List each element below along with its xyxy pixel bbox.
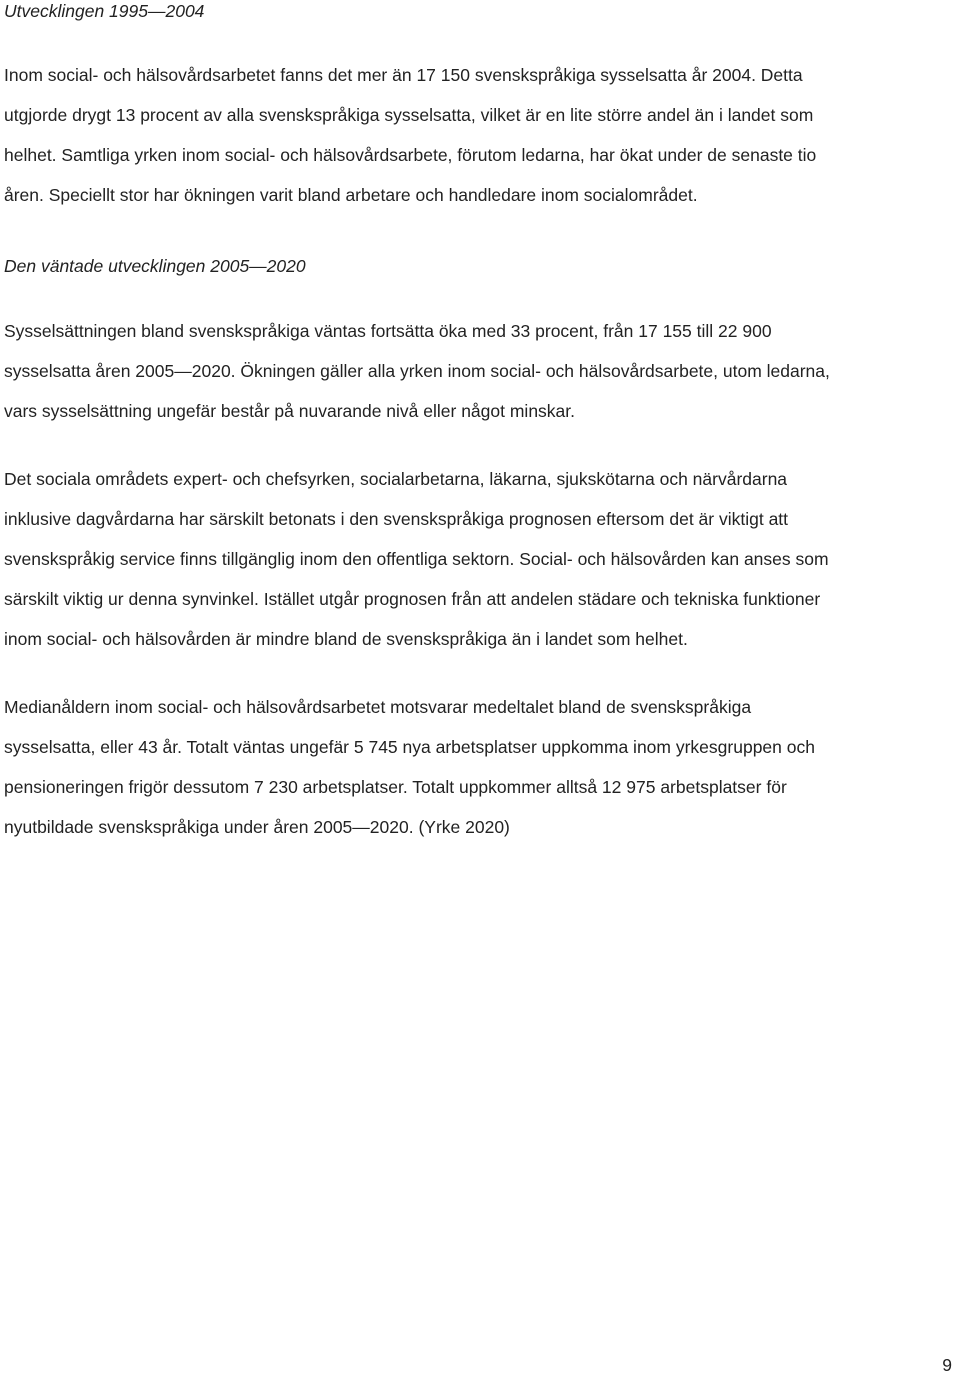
text-line: sysselsatta, eller 43 år. Totalt väntas ungefär 5 745 nya arbetsplatser uppkomma inom yrkesgruppen och <box>4 737 815 757</box>
text-line: åren. Speciellt stor har ökningen varit bland arbetare och handledare inom socialområdet. <box>4 185 698 205</box>
section-heading-2005-2020: Den väntade utvecklingen 2005—2020 <box>4 256 306 276</box>
text-line: Medianåldern inom social- och hälsovårdsarbetet motsvarar medeltalet bland de svenskspråkiga <box>4 697 752 717</box>
text-line: utgjorde drygt 13 procent av alla svenskspråkiga sysselsatta, vilket är en lite större andel än i landet som <box>4 105 814 125</box>
page-number: 9 <box>942 1355 952 1375</box>
text-line: vars sysselsättning ungefär består på nuvarande nivå eller något minskar. <box>4 401 576 421</box>
paragraph-employment-forecast <box>4 311 944 431</box>
text-line: inom social- och hälsovården är mindre bland de svenskspråkiga än i landet som helhet. <box>4 629 688 649</box>
text-line: Det sociala områdets expert- och chefsyrken, socialarbetarna, läkarna, sjukskötarna och närvårdarna <box>4 469 788 489</box>
text-line: helhet. Samtliga yrken inom social- och hälsovårdsarbete, förutom ledarna, har ökat under de senaste tio <box>4 145 817 165</box>
text-line: inklusive dagvårdarna har särskilt betonats i den svenskspråkiga prognosen eftersom det är viktigt att <box>4 509 789 529</box>
text-line: Inom social- och hälsovårdsarbetet fanns det mer än 17 150 svenskspråkiga sysselsatta år 2004. Detta <box>4 65 803 85</box>
text-line: Sysselsättningen bland svenskspråkiga väntas fortsätta öka med 33 procent, från 17 155 till 22 900 <box>4 321 772 341</box>
text-line: sysselsatta åren 2005—2020. Ökningen gäller alla yrken inom social- och hälsovårdsarbete, utom ledarna, <box>4 361 830 381</box>
paragraph-median-age <box>4 687 944 847</box>
paragraph-status-2004 <box>4 55 944 215</box>
text-line: nyutbildade svenskspråkiga under åren 2005—2020. (Yrke 2020) <box>4 817 510 837</box>
paragraph-expert-occupations <box>4 459 944 659</box>
text-line: pensioneringen frigör dessutom 7 230 arbetsplatser. Totalt uppkommer alltså 12 975 arbetsplatser för <box>4 777 787 797</box>
text-line: särskilt viktig ur denna synvinkel. Istället utgår prognosen från att andelen städare och tekniska funktioner <box>4 589 821 609</box>
text-line: svenskspråkig service finns tillgänglig inom den offentliga sektorn. Social- och hälsovården kan anses som <box>4 549 829 569</box>
section-heading-1995-2004: Utvecklingen 1995—2004 <box>4 1 205 21</box>
